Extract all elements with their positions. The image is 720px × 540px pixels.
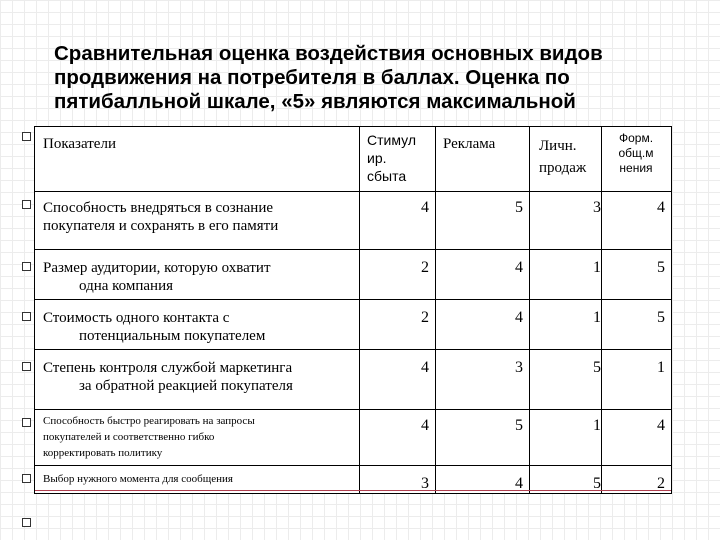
cell-value: 4 xyxy=(515,259,523,276)
cell-value: 5 xyxy=(657,259,665,276)
row-divider xyxy=(35,349,671,350)
cell-value: 2 xyxy=(657,475,665,492)
cell-value: 4 xyxy=(657,199,665,216)
row-label: Степень контроля службой маркетинга за обратной реакцией покупателя xyxy=(43,360,293,394)
slide-bullet-icon xyxy=(22,200,31,209)
cell-value: 3 xyxy=(515,359,523,376)
row-divider xyxy=(35,191,671,192)
header-advertising: Реклама xyxy=(443,136,496,152)
cell-value: 2 xyxy=(421,259,429,276)
header-public-relations: Форм. общ.м нения xyxy=(618,131,654,175)
cell-value: 1 xyxy=(593,309,601,326)
row-divider xyxy=(35,249,671,250)
row-label: Выбор нужного момента для сообщения xyxy=(43,473,233,485)
slide-bullet-icon xyxy=(22,312,31,321)
cell-value: 3 xyxy=(421,475,429,492)
cell-value: 1 xyxy=(593,417,601,434)
slide-bullet-icon xyxy=(22,474,31,483)
cell-value: 4 xyxy=(515,475,523,492)
row-label: Способность быстро реагировать на запросы покупателей и соответственно гибко корректировать политику xyxy=(43,415,255,459)
row-label: Стоимость одного контакта с потенциальным покупателем xyxy=(43,310,266,344)
header-indicators: Показатели xyxy=(43,136,116,152)
cell-value: 4 xyxy=(657,417,665,434)
row-label: Размер аудитории, которую охватит одна компания xyxy=(43,260,271,294)
slide-bullet-icon xyxy=(22,262,31,271)
cell-value: 4 xyxy=(515,309,523,326)
row-divider xyxy=(35,299,671,300)
cell-value: 5 xyxy=(657,309,665,326)
column-divider xyxy=(529,127,530,493)
cell-value: 5 xyxy=(593,359,601,376)
cell-value: 1 xyxy=(593,259,601,276)
cell-value: 4 xyxy=(421,417,429,434)
row-divider xyxy=(35,465,671,466)
comparison-table xyxy=(34,126,672,494)
cell-value: 1 xyxy=(657,359,665,376)
column-divider xyxy=(601,127,602,493)
row-divider xyxy=(35,409,671,410)
cell-value: 2 xyxy=(421,309,429,326)
slide-bullet-icon xyxy=(22,418,31,427)
slide-bullet-icon xyxy=(22,518,31,527)
cell-value: 5 xyxy=(515,417,523,434)
header-personal-selling: Личн. продаж xyxy=(539,138,587,176)
slide-title: Сравнительная оценка воздействия основных видов продвижения на потребителя в баллах. Оценка по пятибалльной шкале, «5» являются максимальной xyxy=(54,42,603,113)
slide-bullet-icon xyxy=(22,132,31,141)
cell-value: 5 xyxy=(593,475,601,492)
slide-bullet-icon xyxy=(22,362,31,371)
cell-value: 5 xyxy=(515,199,523,216)
column-divider xyxy=(435,127,436,493)
row-label: Способность внедряться в сознание покупателя и сохранять в его памяти xyxy=(43,200,279,234)
cell-value: 3 xyxy=(593,199,601,216)
cell-value: 4 xyxy=(421,359,429,376)
header-sales-promotion: Стимул ир. сбыта xyxy=(367,132,416,184)
cell-value: 4 xyxy=(421,199,429,216)
